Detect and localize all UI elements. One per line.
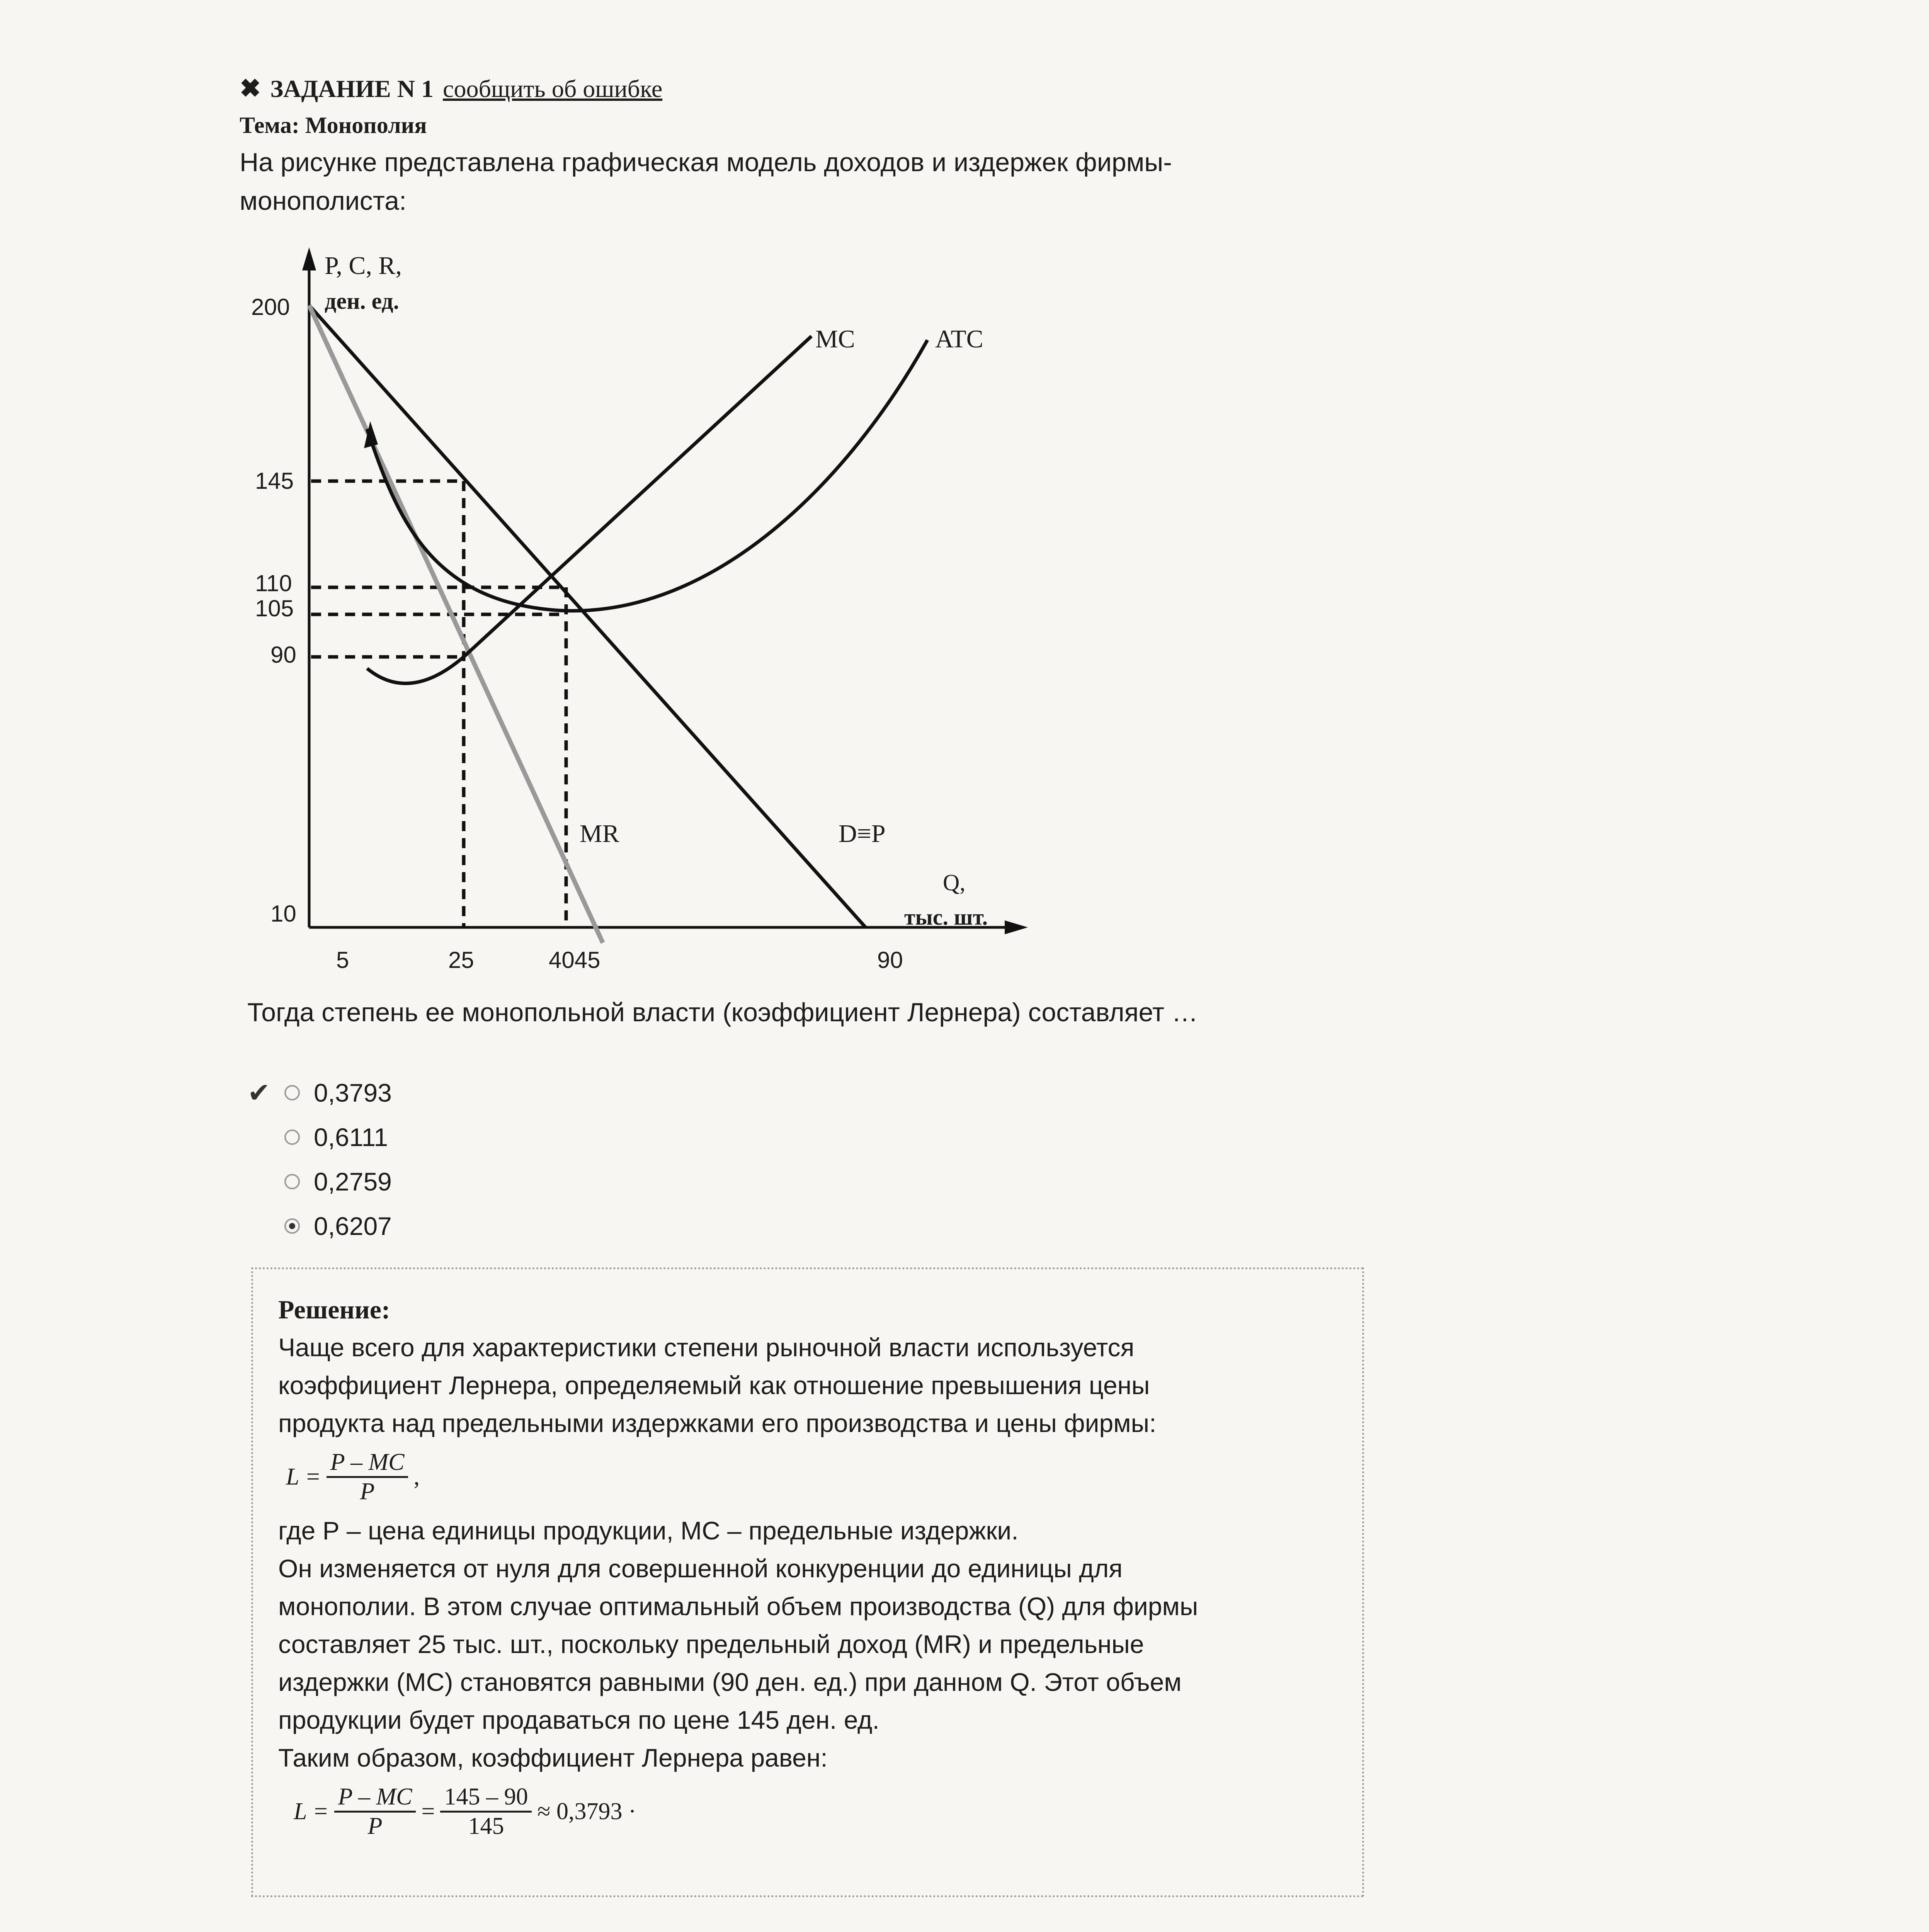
formula2-fraction-2 <box>440 1783 532 1840</box>
formula2-eq: = <box>421 1798 435 1825</box>
lerner-calculation <box>294 1777 1352 1846</box>
solution-line: Чаще всего для характеристики степени рыночной власти используется <box>278 1333 1135 1362</box>
demand-label: D≡P <box>839 820 886 848</box>
x-tick-4045: 4045 <box>549 947 600 973</box>
solution-line: продукта над предельными издержками его производства и цены фирмы: <box>278 1409 1157 1437</box>
formula-tail: , <box>413 1463 420 1490</box>
solution-content <box>278 1291 1352 1846</box>
task1-title: ЗАДАНИЕ N 1 <box>270 75 434 102</box>
y-tick-200: 200 <box>251 294 290 320</box>
x-tick-90: 90 <box>877 947 903 973</box>
solution-line: Таким образом, коэффициент Лернера равен: <box>278 1743 828 1772</box>
formula2-num2: 145 – 90 <box>440 1783 532 1813</box>
mc-curve <box>367 336 811 684</box>
task1-follow-up: Тогда степень ее монопольной власти (коэффициент Лернера) составляет … <box>247 998 1198 1027</box>
task1-report-link[interactable]: сообщить об ошибке <box>443 75 663 102</box>
option-label: 0,2759 <box>314 1167 392 1196</box>
x-tick-25: 25 <box>448 947 474 973</box>
y-tick-105: 105 <box>255 595 294 621</box>
radio-button-selected[interactable] <box>284 1218 300 1234</box>
task1-question-line2: монополиста: <box>240 186 407 216</box>
formula2-den2: 145 <box>468 1813 504 1839</box>
formula-num: P – MC <box>327 1449 408 1478</box>
solution-line: продукции будет продаваться по цене 145 ден. ед. <box>278 1706 879 1734</box>
y-tick-10: 10 <box>270 901 296 927</box>
y-axis-arrow <box>302 247 316 270</box>
y-axis-label-2: ден. ед. <box>325 288 399 314</box>
task1-option-2[interactable] <box>247 1115 392 1159</box>
x-axis-label-2: тыс. шт. <box>904 905 988 930</box>
mr-label: MR <box>580 820 619 848</box>
atc-curve <box>367 340 927 611</box>
option-label: 0,6111 <box>314 1122 388 1151</box>
option-label: 0,3793 <box>314 1078 392 1107</box>
task1-question-line1: На рисунке представлена графическая модель доходов и издержек фирмы- <box>240 148 1172 177</box>
y-axis-label-1: P, C, R, <box>325 252 402 280</box>
formula2-lhs: L = <box>294 1798 329 1825</box>
solution-line: Он изменяется от нуля для совершенной конкуренции до единицы для <box>278 1554 1123 1583</box>
radio-button[interactable] <box>284 1174 300 1189</box>
task1-option-4[interactable] <box>247 1204 392 1248</box>
mc-label: MC <box>815 325 855 353</box>
radio-button[interactable] <box>284 1129 300 1145</box>
y-tick-145: 145 <box>255 468 294 494</box>
solution-title: Решение: <box>278 1295 390 1324</box>
y-tick-110: 110 <box>255 570 292 596</box>
lerner-formula <box>286 1442 1352 1512</box>
solution-line: издержки (MC) становятся равными (90 ден. ед.) при данном Q. Этот объем <box>278 1668 1182 1696</box>
mr-curve <box>309 305 603 943</box>
formula-lhs: L = <box>286 1463 321 1490</box>
solution-line: где Р – цена единицы продукции, МС – предельные издержки. <box>278 1516 1019 1545</box>
x-axis-arrow <box>1005 920 1028 934</box>
atc-label: ATC <box>935 325 983 353</box>
formula2-den1: P <box>367 1813 383 1839</box>
formula2-fraction-1 <box>334 1783 416 1840</box>
task1-topic: Тема: Монополия <box>240 112 427 138</box>
option-label: 0,6207 <box>314 1211 392 1240</box>
formula2-num1: P – MC <box>334 1783 416 1813</box>
task1-option-3[interactable] <box>247 1159 392 1204</box>
checkmark-icon: ✔ <box>247 1077 270 1108</box>
solution-line: коэффициент Лернера, определяемый как отношение превышения цены <box>278 1371 1150 1400</box>
y-tick-90: 90 <box>270 642 296 668</box>
formula-den: P <box>360 1478 375 1505</box>
cross-icon: ✖ <box>240 75 261 103</box>
solution-line: составляет 25 тыс. шт., поскольку предельный доход (MR) и предельные <box>278 1630 1144 1658</box>
task1-options <box>247 1070 392 1248</box>
radio-button[interactable] <box>284 1085 300 1100</box>
solution-line: монополии. В этом случае оптимальный объем производства (Q) для фирмы <box>278 1592 1198 1621</box>
formula-fraction <box>327 1449 408 1505</box>
formula2-result: ≈ 0,3793 · <box>537 1798 636 1825</box>
x-tick-5: 5 <box>336 947 349 973</box>
task1-option-1[interactable] <box>247 1070 392 1115</box>
x-axis-label-1: Q, <box>943 870 966 895</box>
